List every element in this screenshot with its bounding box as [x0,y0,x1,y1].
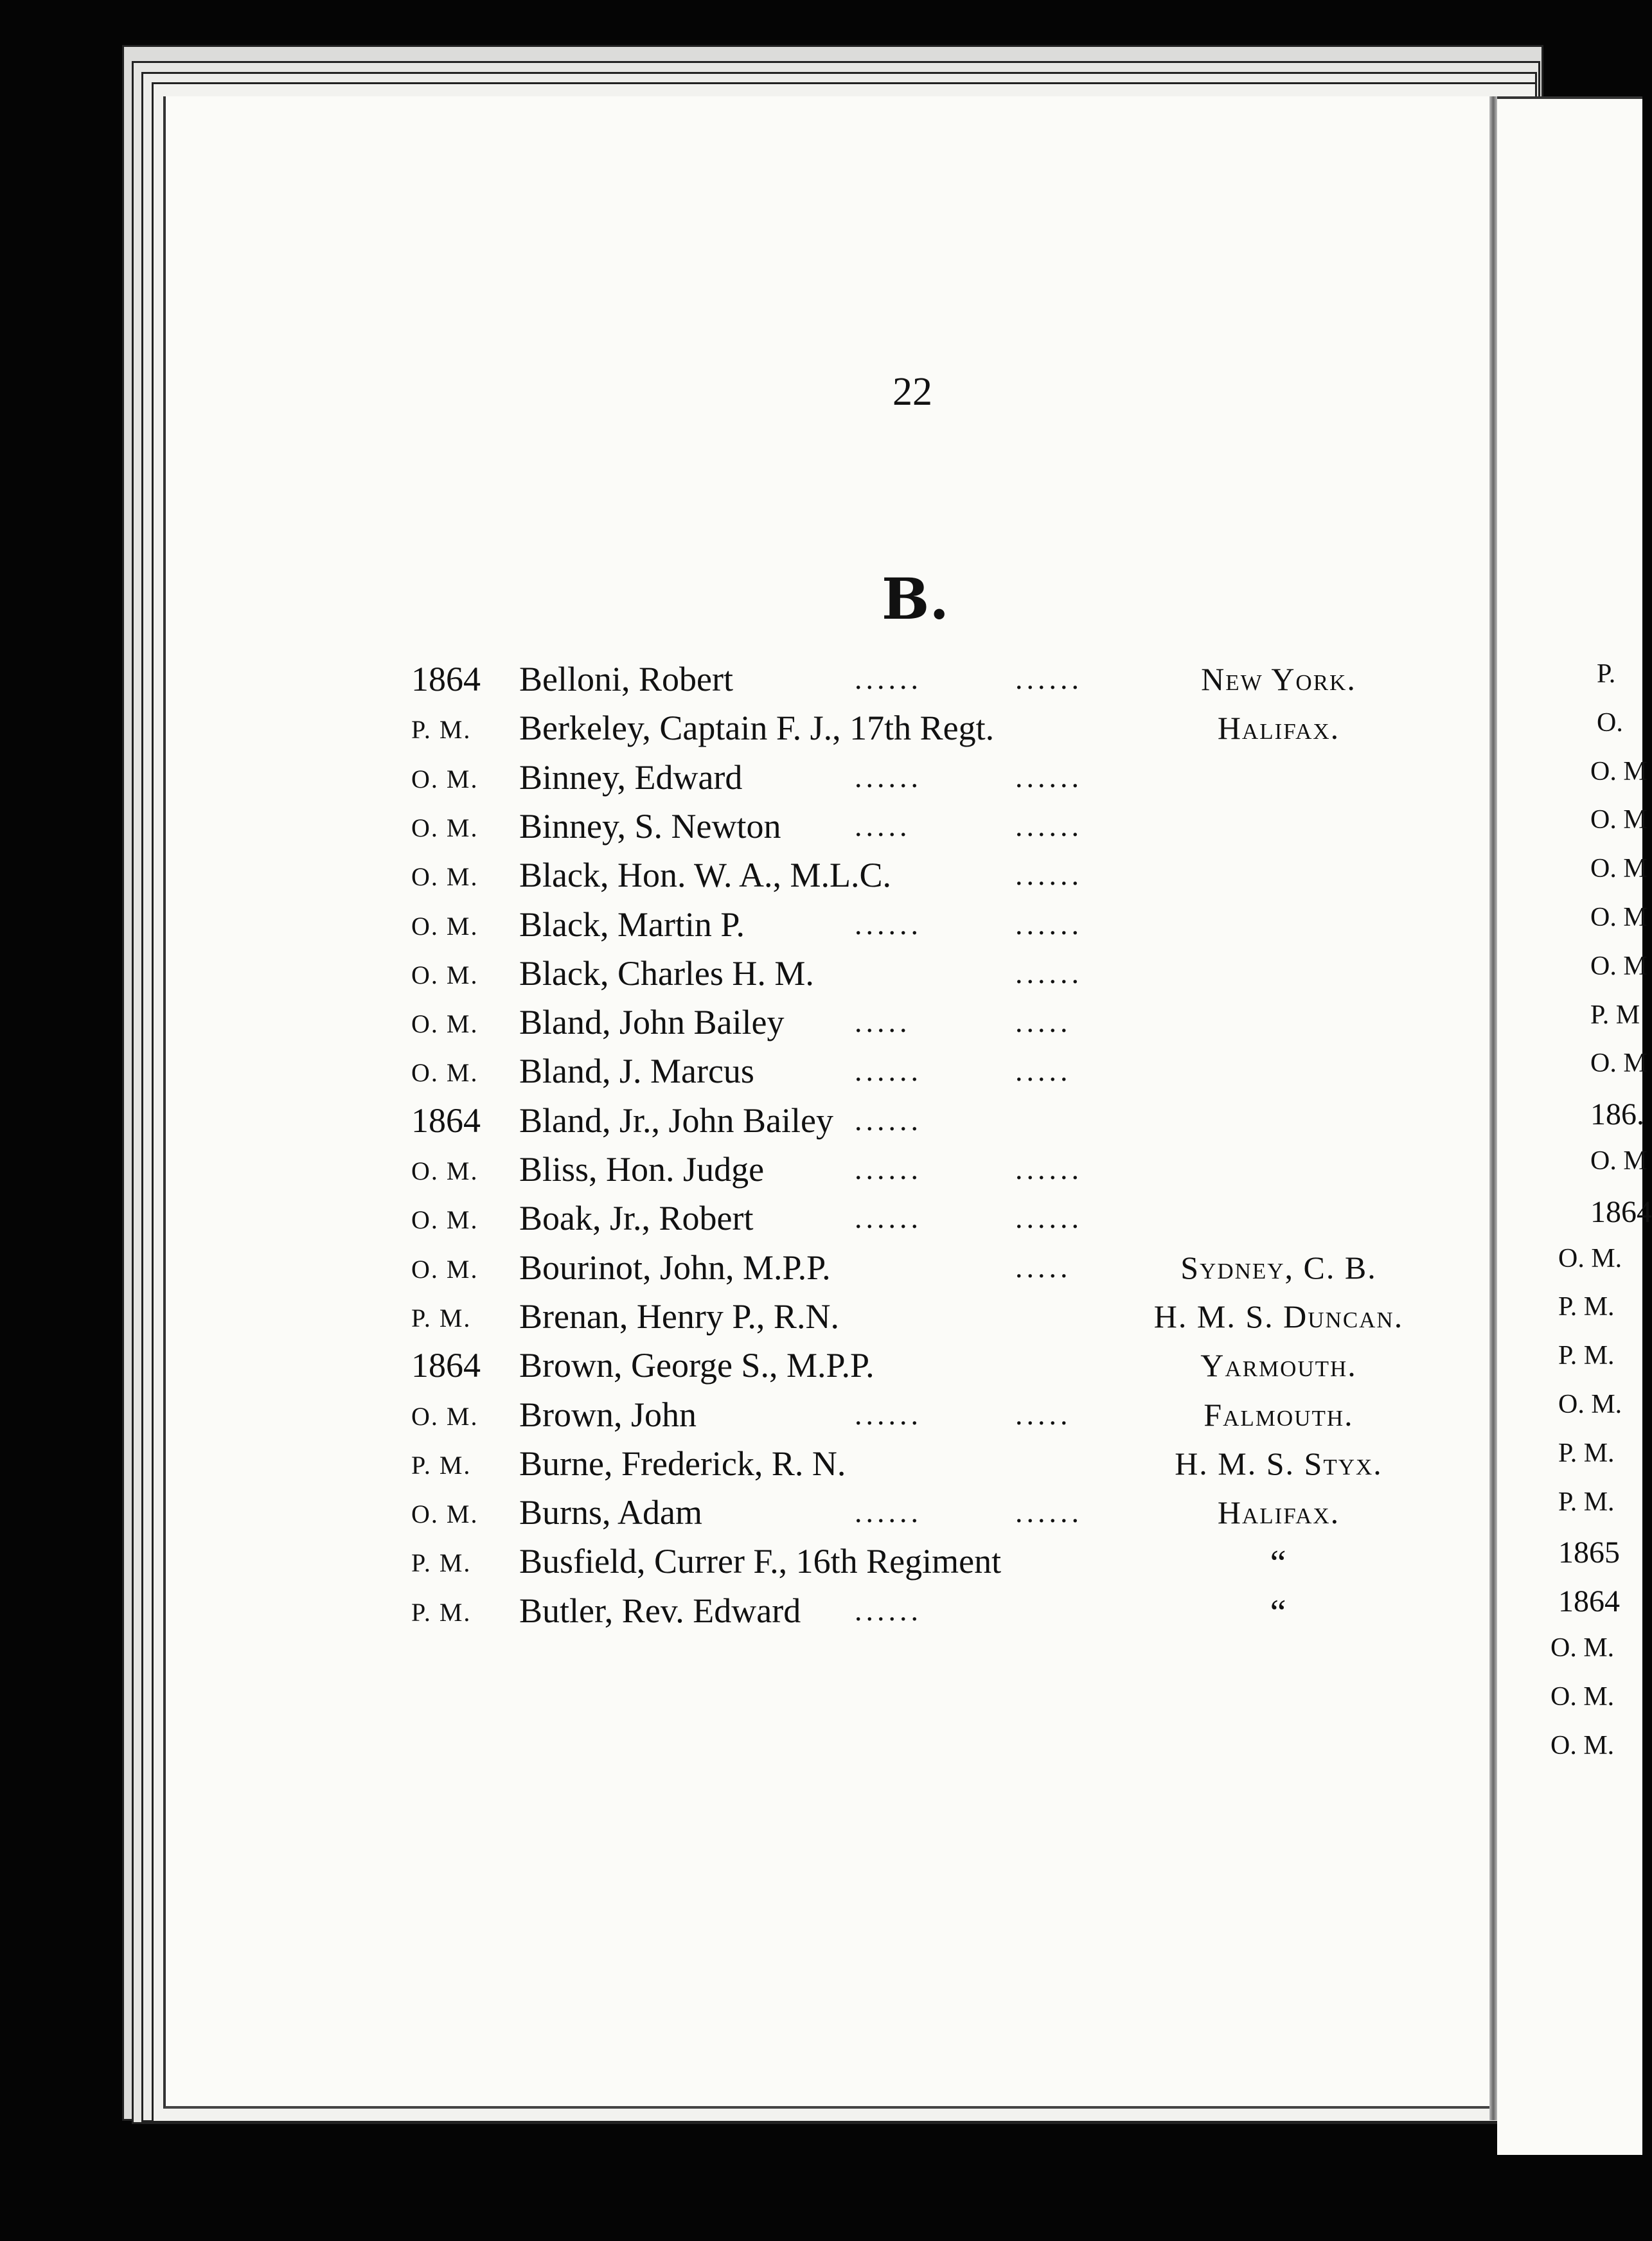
leader-dots: ...... [855,1201,922,1235]
entry-name: Butler, Rev. Edward [519,1591,801,1630]
entry-name: Bliss, Hon. Judge [519,1150,765,1189]
entry-name: Bland, John Bailey [519,1003,785,1042]
entry-name: Black, Martin P. [519,905,745,944]
entry-prefix: O. M. [411,1401,479,1431]
leader-dots: ...... [855,1153,922,1185]
right-page-prefix: O. M [1590,951,1648,981]
right-page-prefix: P. M [1590,1000,1640,1030]
entry-name: Berkeley, Captain F. J., 17th Regt. [519,709,995,748]
entry-name: Boak, Jr., Robert [519,1199,754,1238]
entry-place: Falmouth. [1203,1396,1354,1433]
entry-name: Burne, Frederick, R. N. [519,1444,846,1483]
entry-prefix: O. M. [411,1156,479,1185]
right-page-prefix: O. M. [1550,1633,1615,1663]
page-number: 22 [893,370,932,414]
entry-name: Bourinot, John, M.P.P. [519,1248,831,1287]
entry-name: Busfield, Currer F., 16th Regiment [519,1542,1002,1581]
entry-prefix: 1864 [411,1346,481,1385]
entry-prefix: O. M. [411,1009,479,1039]
entry-name: Binney, S. Newton [519,806,781,846]
entry-prefix: O. M. [411,813,479,842]
entry-prefix: O. M. [411,1205,479,1235]
entry-prefix: O. M. [411,1058,479,1088]
entry-name: Bland, Jr., John Bailey [519,1101,833,1140]
right-page-prefix: O. M [1590,1146,1648,1176]
section-letter: B. [882,565,950,632]
entry-name: Brown, George S., M.P.P. [519,1346,875,1385]
leader-dots: ...... [855,1054,922,1088]
right-page-prefix: O. M. [1558,1390,1622,1419]
right-page-prefix: P. M. [1558,1487,1615,1517]
entry-name: Binney, Edward [519,757,743,797]
entry-name: Burns, Adam [519,1493,703,1532]
ditto-mark: “ [1270,1592,1288,1633]
entry-name: Brown, John [519,1395,697,1434]
leader-dots: ..... [1015,1054,1072,1088]
entry-prefix: P. M. [411,1548,472,1578]
right-page-prefix: P. [1597,659,1616,689]
leader-dots: ..... [1015,1250,1072,1284]
right-page-prefix: O. M. [1558,1243,1622,1273]
right-page-prefix: P. M. [1558,1292,1615,1322]
right-page-prefix: P. M. [1558,1341,1615,1371]
leader-dots: ...... [1015,662,1083,695]
entry-prefix: O. M. [411,862,479,892]
entry-prefix: O. M. [411,1500,479,1529]
entry-prefix: P. M. [411,715,472,745]
right-page-prefix: P. M. [1558,1438,1615,1468]
entry-name: Black, Charles H. M. [519,953,814,993]
right-page-prefix: 1864 [1558,1584,1620,1619]
entry-prefix: P. M. [411,1303,472,1333]
right-page-prefix: O. [1597,707,1623,738]
leader-dots: ...... [1015,858,1083,892]
right-page-prefix: O. M [1590,756,1648,786]
leader-dots: ...... [855,760,922,793]
leader-dots: ...... [855,1593,922,1627]
entry-place: New York. [1201,661,1356,697]
leader-dots: ...... [1015,1153,1083,1185]
right-page-prefix: O. M [1590,1049,1648,1079]
leader-dots: ...... [1015,1496,1083,1529]
leader-dots: ...... [1015,760,1083,793]
leader-dots: ...... [1015,956,1083,989]
entry-prefix: 1864 [411,1101,481,1140]
leader-dots: ...... [855,907,922,941]
entry-prefix: O. M. [411,1254,479,1284]
leader-dots: ...... [1015,1201,1083,1235]
right-page-prefix: O. M. [1550,1730,1615,1760]
entry-prefix: P. M. [411,1597,472,1627]
entry-prefix: P. M. [411,1450,472,1480]
leader-dots: ..... [855,1005,911,1039]
entry-prefix: 1864 [411,660,481,698]
right-page-prefix: O. M [1590,903,1648,932]
entry-place: Yarmouth. [1200,1347,1357,1384]
leader-dots: ..... [1015,1005,1072,1039]
right-page-prefix: 1865 [1558,1536,1620,1570]
entry-place: Halifax. [1217,1494,1340,1531]
leader-dots: ...... [1015,809,1083,842]
right-page-prefix: O. M [1590,854,1648,884]
entry-name: Bland, J. Marcus [519,1052,754,1091]
book-gutter [1489,96,1497,2120]
left-page [163,96,1528,2109]
entry-place: H. M. S. Styx. [1175,1445,1383,1482]
leader-dots: ...... [855,662,922,695]
leader-dots: ..... [1015,1397,1072,1431]
right-page-prefix: O. M. [1550,1681,1615,1712]
entry-prefix: O. M. [411,911,479,941]
right-page-prefix: 186. [1590,1097,1644,1132]
right-page-prefix: O. M [1590,805,1648,835]
ditto-mark: “ [1270,1543,1288,1584]
entry-prefix: O. M. [411,960,479,989]
leader-dots: ...... [1015,907,1083,941]
entry-place: H. M. S. Duncan. [1153,1298,1404,1334]
entry-name: Belloni, Robert [519,660,733,698]
leader-dots: ...... [855,1103,922,1137]
leader-dots: ..... [855,809,911,842]
leader-dots: ...... [855,1496,922,1529]
leader-dots: ...... [855,1397,922,1431]
entry-place: Sydney, C. B. [1180,1249,1377,1286]
right-page-prefix: 1864 [1590,1194,1652,1229]
entry-prefix: O. M. [411,764,479,793]
entry-place: Halifax. [1217,710,1340,747]
entry-name: Brenan, Henry P., R.N. [519,1297,839,1336]
entry-name: Black, Hon. W. A., M.L.C. [519,856,892,895]
